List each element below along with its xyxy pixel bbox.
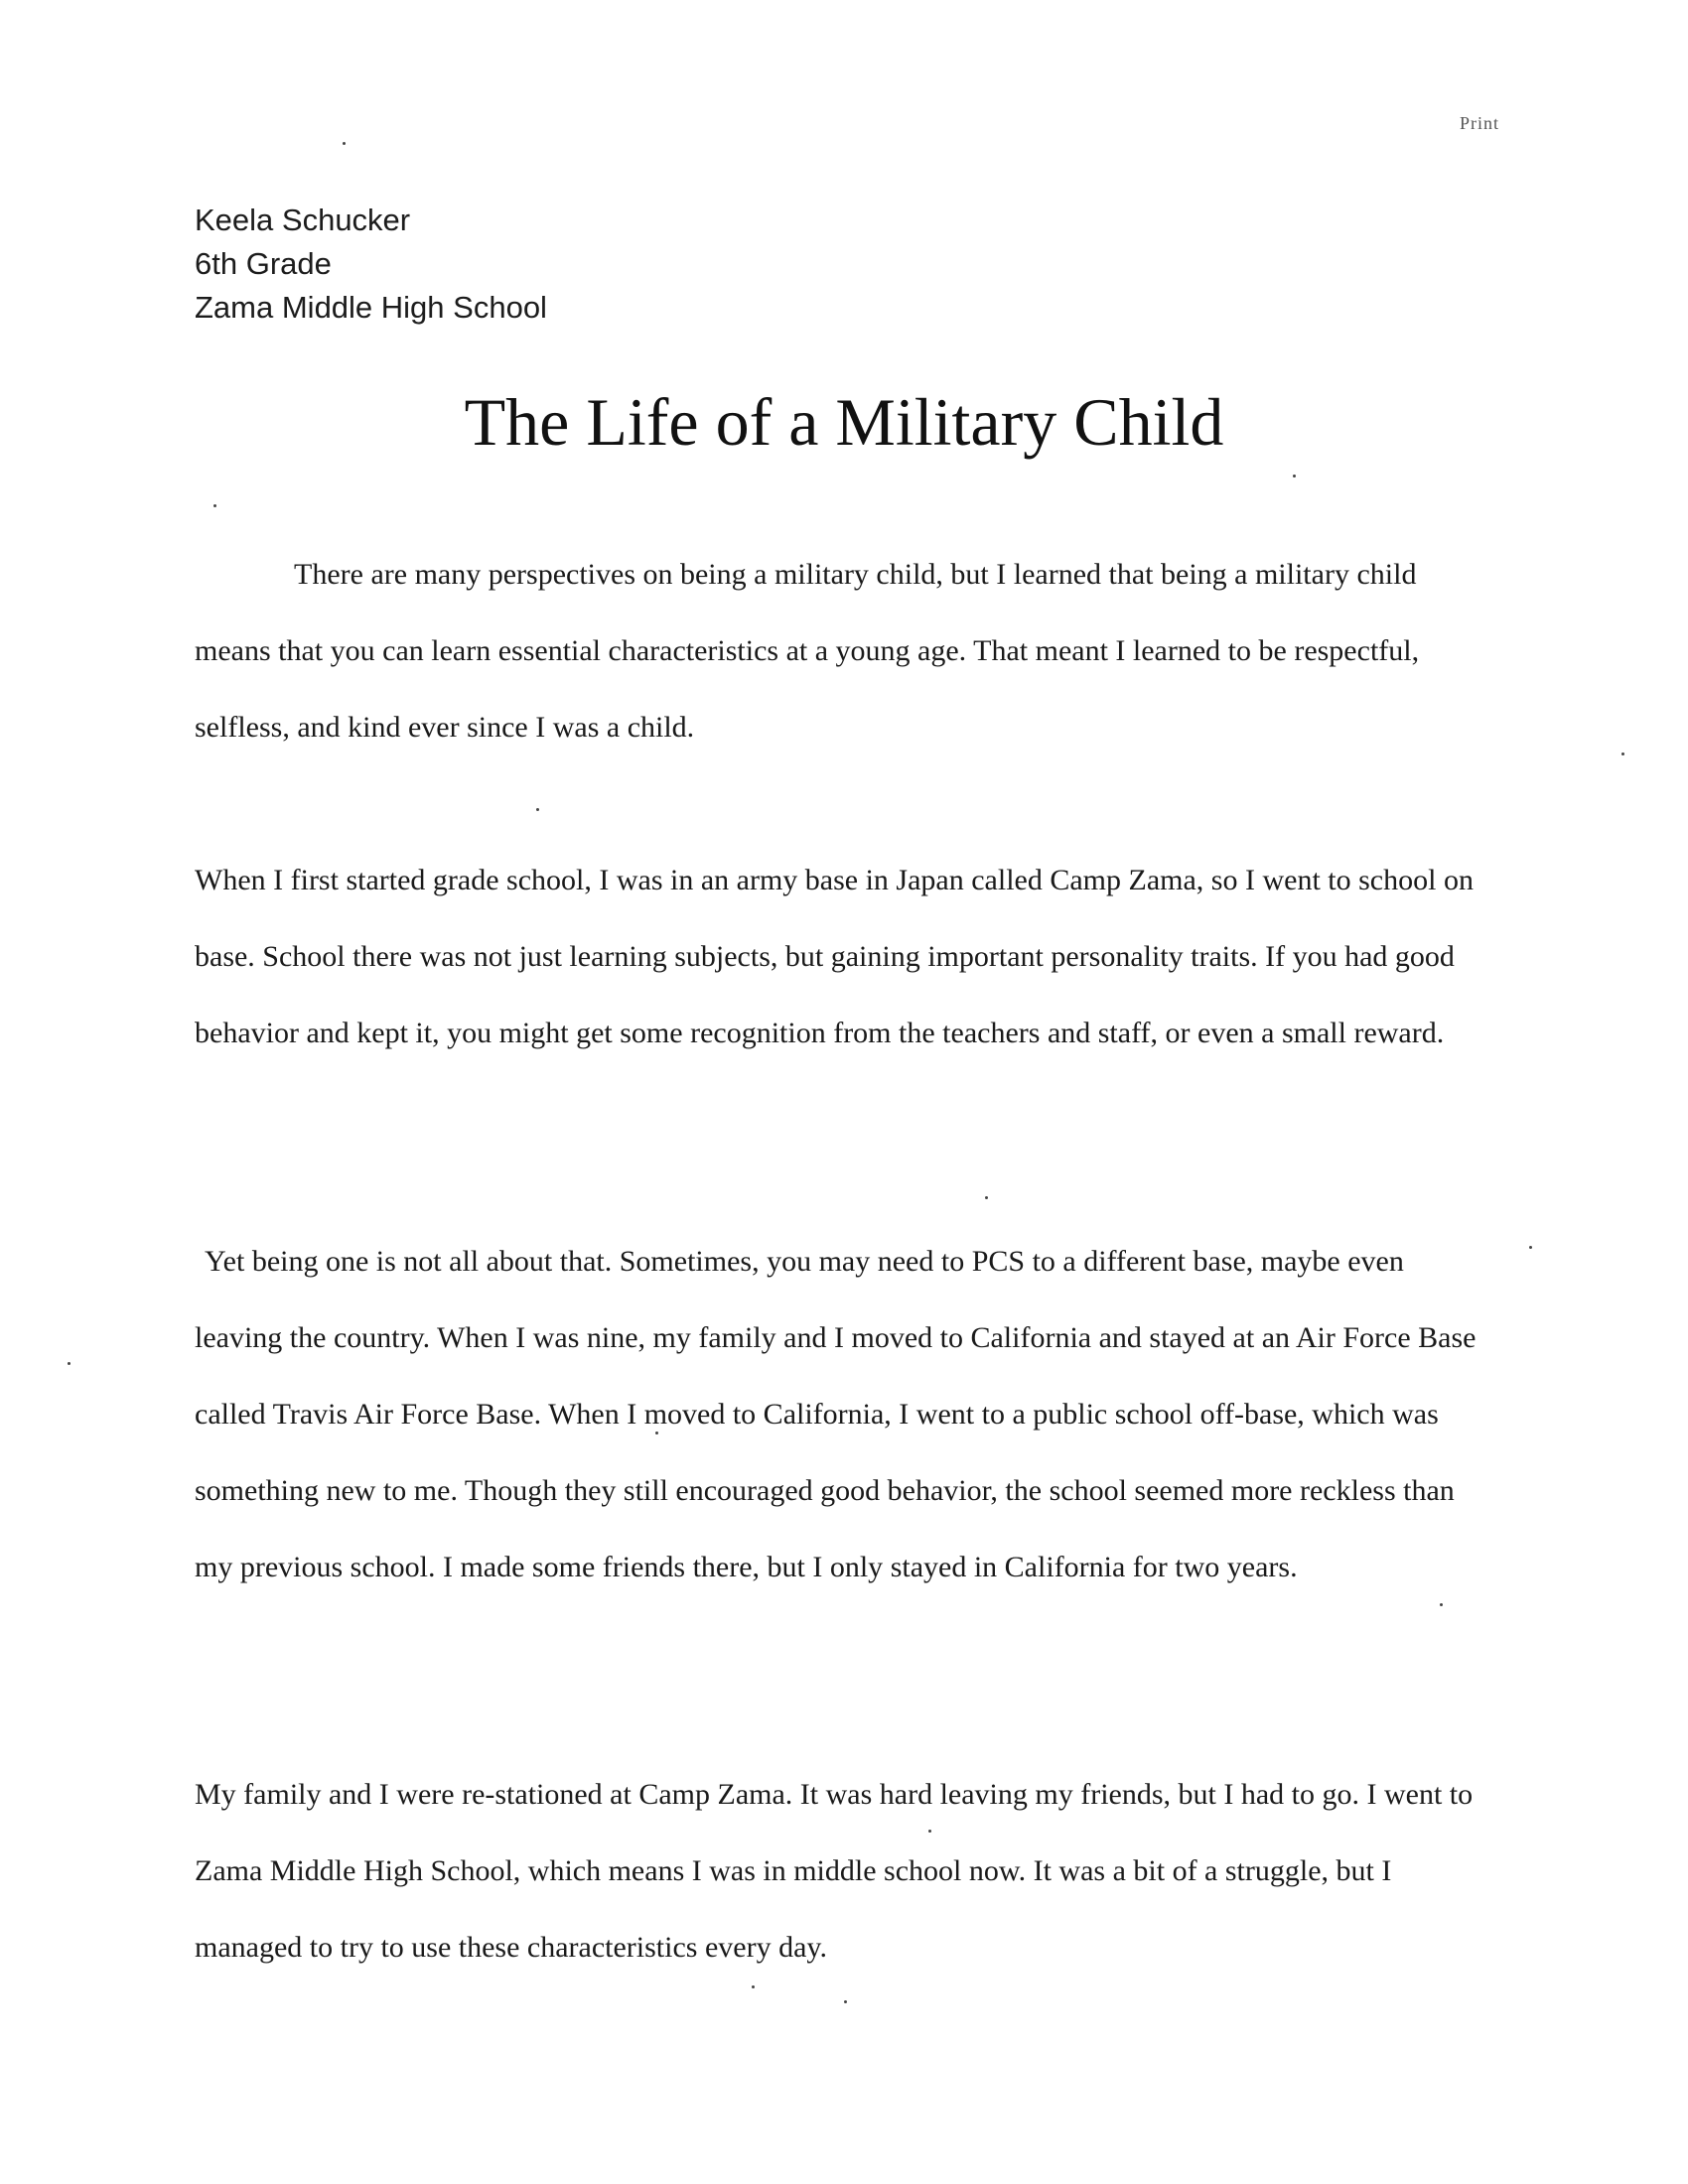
paragraph-line: respectful, selfless, and kind ever since I was a child. <box>195 634 1420 744</box>
paragraph-line: school on base. School there was not just learning subjects, but gaining important personality <box>195 864 1474 973</box>
paragraph-3 <box>195 1223 1495 1605</box>
scan-speck <box>68 1362 70 1365</box>
paragraph-line: of a struggle, but I managed to try to use these characteristics every day. <box>195 1854 1392 1964</box>
author-grade: 6th Grade <box>195 246 332 281</box>
paragraph-line: Air Force Base called Travis Air Force Base. When I moved to California, I went to a public <box>195 1321 1477 1431</box>
paragraph-4 <box>195 1756 1495 1985</box>
author-name: Keela Schucker <box>195 203 411 237</box>
paragraph-line: Yet being one is not all about that. Sometimes, you may need to PCS to a different base, maybe <box>205 1245 1340 1278</box>
paragraph-1 <box>195 536 1495 765</box>
paragraph-line: child means that you can learn essential characteristics at a young age. That meant I learned to be <box>195 558 1417 667</box>
scan-speck <box>1293 475 1296 478</box>
paragraph-line: There are many perspectives on being a military child, but I learned that being a military <box>294 558 1349 591</box>
paragraph-line: go. I went to Zama Middle High School, which means I was in middle school now. It was a bit <box>195 1778 1474 1887</box>
document-title-text: The Life of a Military Child <box>464 384 1224 460</box>
scan-speck <box>1621 752 1624 755</box>
paragraph-line: even leaving the country. When I was nine, my family and I moved to California and stayed at an <box>195 1245 1404 1354</box>
scan-speck <box>213 504 216 507</box>
scan-speck <box>1440 1603 1443 1606</box>
scan-speck <box>985 1196 988 1199</box>
corner-print-mark: Print <box>1460 113 1500 133</box>
paragraph-line: stayed in California for two years. <box>890 1551 1298 1583</box>
paragraph-line: When I first started grade school, I was in an army base in Japan called Camp Zama, so I went to <box>195 864 1351 896</box>
scan-speck <box>1529 1246 1532 1249</box>
scan-speck <box>928 1830 931 1833</box>
scan-speck <box>655 1432 658 1434</box>
paragraph-line: My family and I were re-stationed at Camp Zama. It was hard leaving my friends, but I had to <box>195 1778 1315 1811</box>
scan-speck <box>343 142 346 145</box>
author-header <box>195 199 547 330</box>
paragraph-line: traits. If you had good behavior and kept it, you might get some recognition from the teachers <box>195 940 1455 1049</box>
scan-speck <box>844 2000 847 2003</box>
author-school: Zama Middle High School <box>195 290 547 325</box>
document-title <box>0 382 1688 462</box>
paragraph-2 <box>195 842 1495 1071</box>
scan-speck <box>752 1985 755 1988</box>
paragraph-line: school off-base, which was something new to me. Though they still encouraged good behavior, <box>195 1398 1439 1507</box>
paragraph-line: and staff, or even a small reward. <box>1047 1017 1445 1049</box>
scan-speck <box>536 808 539 811</box>
paragraph-line: the school seemed more reckless than my previous school. I made some friends there, but I only <box>195 1474 1455 1583</box>
